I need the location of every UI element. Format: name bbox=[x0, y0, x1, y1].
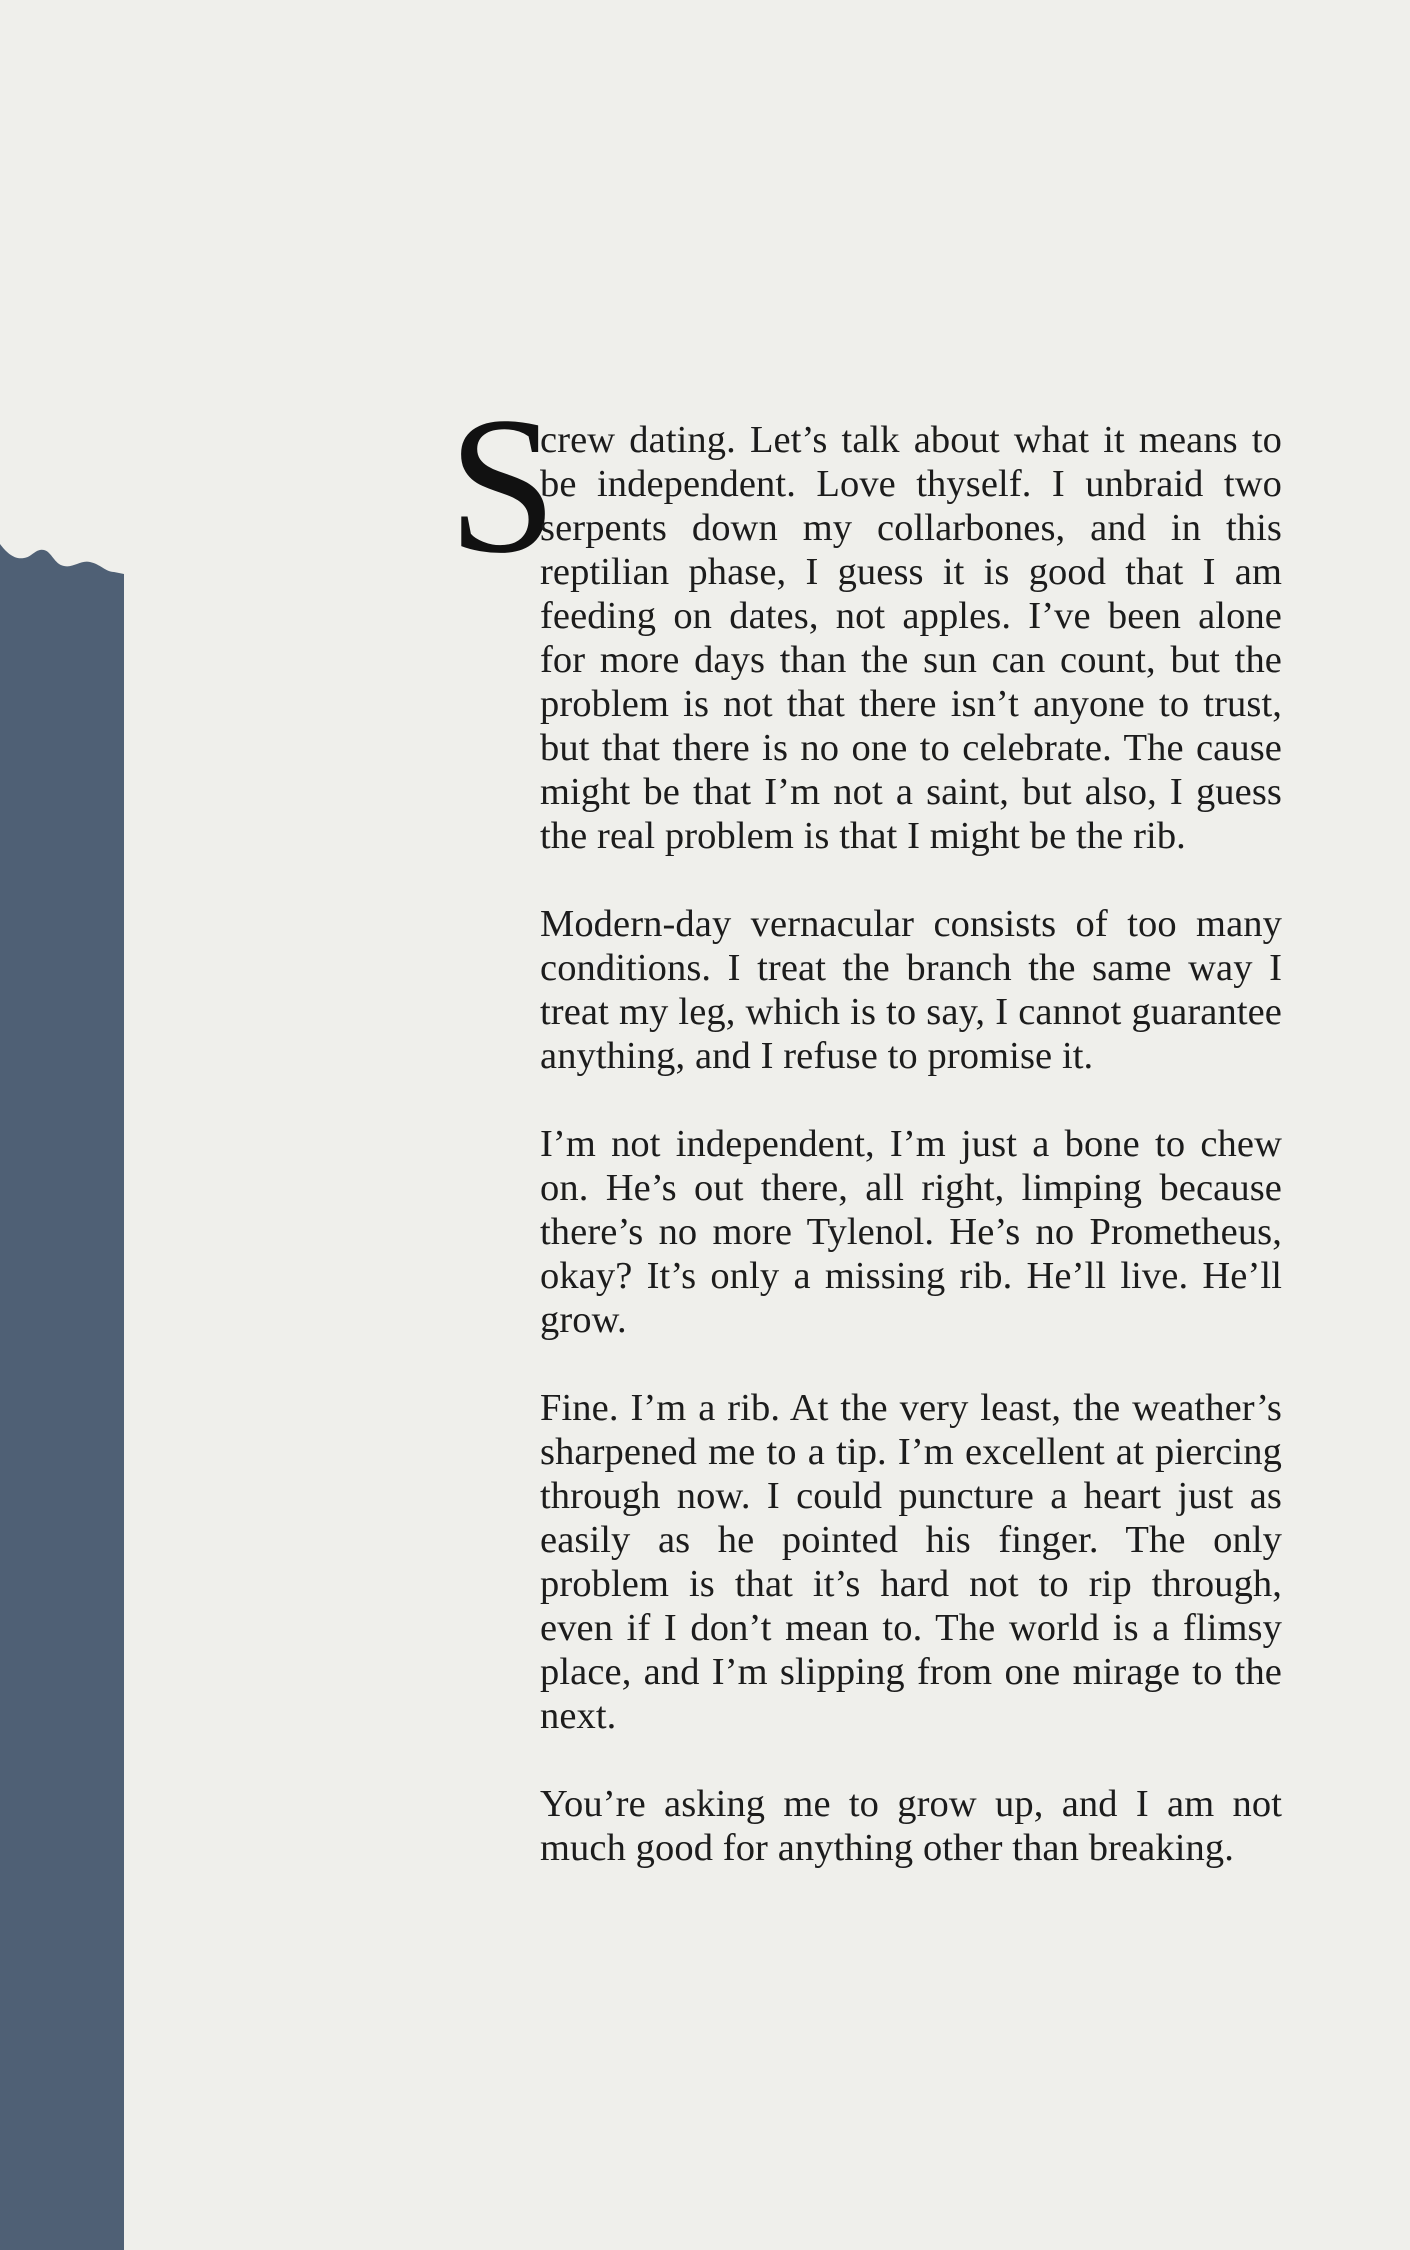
paragraph-2: Modern-day vernacular consists of too many conditions. I treat the branch the same way I treat my leg, which is to say, I cannot guarantee anything, and I refuse to promise it. bbox=[540, 903, 1282, 1077]
paragraph-1-text: crew dating. Let’s talk about what it means to be independent. Love thyself. I unbraid two serpents down my collarbones, and in this reptilian phase, I guess it is good that I am feeding on dates, not apples. I’ve been alone for more days than the sun can count, but the problem is not that there isn’t anyone to trust, but that there is no one to celebrate. The cause might be that I’m not a saint, but also, I guess the real problem is that I might be the rib. bbox=[540, 419, 1282, 857]
paragraph-5: You’re asking me to grow up, and I am not much good for anything other than breaking. bbox=[540, 1783, 1282, 1869]
article-body bbox=[448, 377, 1282, 1914]
torn-paper-strip bbox=[0, 530, 124, 2250]
paragraph-1 bbox=[448, 377, 1282, 858]
drop-cap: S bbox=[448, 377, 558, 594]
paragraph-4: Fine. I’m a rib. At the very least, the weather’s sharpened me to a tip. I’m excellent at piercing through now. I could puncture a heart just as easily as he pointed his finger. The only problem is that it’s hard not to rip through, even if I don’t mean to. The world is a flimsy place, and I’m slipping from one mirage to the next. bbox=[540, 1387, 1282, 1737]
torn-paper-strip-shape bbox=[0, 530, 124, 2250]
paragraph-3: I’m not independent, I’m just a bone to chew on. He’s out there, all right, limping because there’s no more Tylenol. He’s no Prometheus, okay? It’s only a missing rib. He’ll live. He’ll grow. bbox=[540, 1123, 1282, 1341]
